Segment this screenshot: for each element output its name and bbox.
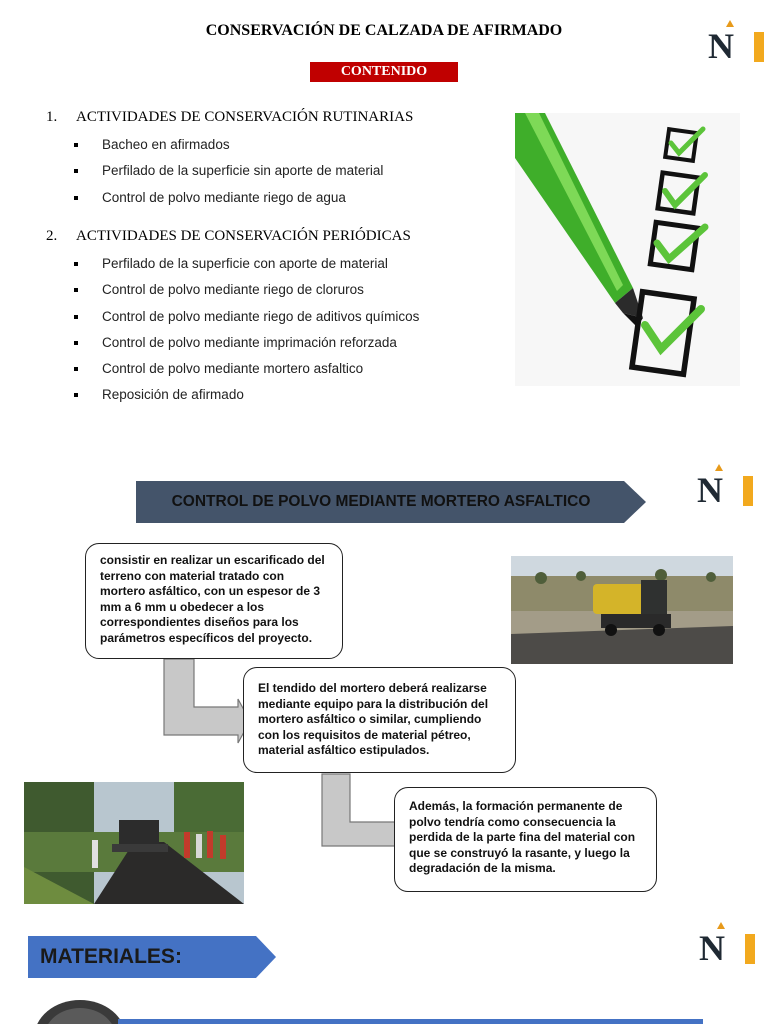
asphalt-material-image [32, 998, 128, 1024]
logo-letter: N [708, 26, 734, 66]
section-number: 2. [46, 228, 58, 244]
materials-content-bar [118, 1019, 703, 1024]
logo-letter: N [699, 928, 725, 968]
section-heading-routine [46, 109, 413, 126]
description-box-3: Además, la formación permanente de polvo tendría como consecuencia la perdida de la parte fina del material con que se construyó la rasante, y luego la degradación de la misma. [394, 787, 657, 892]
asphalt-truck-photo [511, 556, 733, 664]
list-item: Control de polvo mediante riego de aditivos químicos [72, 304, 419, 330]
list-item: Reposición de afirmado [72, 382, 419, 408]
list-item: Control de polvo mediante riego de agua [72, 185, 383, 211]
materials-banner [28, 936, 276, 978]
section-number: 1. [46, 109, 58, 125]
section-title: ACTIVIDADES DE CONSERVACIÓN RUTINARIAS [76, 109, 414, 125]
section-heading-periodic [46, 228, 411, 245]
periodic-activities-list [72, 251, 419, 409]
contents-label: CONTENIDO [310, 62, 458, 82]
control-banner [136, 481, 646, 523]
logo-bar-icon [754, 32, 764, 62]
description-box-2: El tendido del mortero deberá realizarse mediante equipo para la distribución del mortero asfáltico o similar, cumpliendo con los requisitos de material pétreo, material asfáltico estipulados. [243, 667, 516, 773]
paving-crew-photo [24, 782, 244, 904]
list-item: Bacheo en afirmados [72, 132, 383, 158]
materials-title: MATERIALES: [40, 945, 182, 968]
list-item: Control de polvo mediante mortero asfaltico [72, 356, 419, 382]
routine-activities-list [72, 132, 383, 211]
company-logo [708, 20, 768, 70]
description-box-1: consistir en realizar un escarificado del terreno con material tratado con mortero asfáltico, con un espesor de 3 mm a 6 mm u obedecer a los correspondientes diseños para los parámetros específicos del proyecto. [85, 543, 343, 659]
banner-title: CONTROL DE POLVO MEDIANTE MORTERO ASFALTICO [171, 493, 591, 510]
company-logo [699, 922, 759, 972]
logo-bar-icon [745, 934, 755, 964]
connector-arrow [160, 655, 255, 747]
list-item: Perfilado de la superficie sin aporte de material [72, 158, 383, 184]
section-title: ACTIVIDADES DE CONSERVACIÓN PERIÓDICAS [76, 228, 411, 244]
logo-bar-icon [743, 476, 753, 506]
page-title: CONSERVACIÓN DE CALZADA DE AFIRMADO [205, 22, 563, 39]
checklist-pen-image [515, 113, 740, 386]
logo-letter: N [697, 470, 723, 510]
list-item: Control de polvo mediante riego de cloruros [72, 277, 419, 303]
list-item: Perfilado de la superficie con aporte de material [72, 251, 419, 277]
company-logo [697, 464, 757, 514]
list-item: Control de polvo mediante imprimación reforzada [72, 330, 419, 356]
